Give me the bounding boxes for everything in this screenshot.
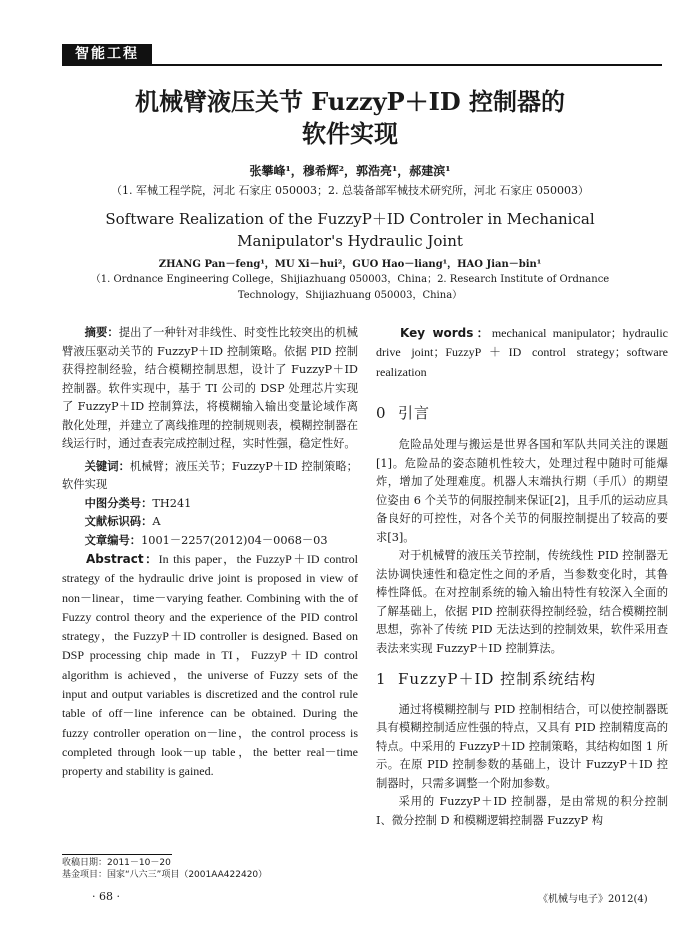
section-heading-intro	[376, 404, 668, 423]
clc-line	[62, 495, 358, 514]
keywords-cn-label: 关键词：	[84, 459, 130, 473]
clc-label: 中图分类号：	[84, 496, 153, 510]
abstract-cn	[62, 324, 358, 454]
section-heading-structure	[376, 670, 668, 689]
article-no-label: 文章编号：	[84, 533, 142, 547]
keywords-en-text: mechanical manipulator；hydraulic drive joint；FuzzyP＋ID control strategy；software realization	[376, 326, 668, 379]
abstract-en-label: Abstract：	[86, 552, 159, 566]
paragraph: 采用的 FuzzyP＋ID 控制器，是由常规的积分控制 I、微分控制 D 和模糊逻辑控制器 FuzzyP 构	[376, 795, 668, 827]
section-rule	[62, 64, 662, 66]
doc-code-value: A	[152, 515, 161, 528]
doc-code-label: 文献标识码：	[84, 515, 153, 528]
title-cn-line1: 机械臂液压关节 FuzzyP＋ID 控制器的	[134, 87, 566, 116]
section-tag: 智能工程	[62, 44, 152, 64]
keywords-en	[376, 324, 668, 382]
keywords-cn	[62, 458, 358, 495]
article-no-value: 1001－2257(2012)04－0068－03	[141, 533, 328, 547]
abstract-en	[62, 550, 358, 782]
authors-en: ZHANG Pan－feng¹，MU Xi－hui²，GUO Hao－liang¹，HAO Jian－bin¹	[158, 259, 542, 270]
article-no-line	[62, 532, 358, 551]
keywords-cn-text: 机械臂；液压关节；FuzzyP＋ID 控制策略；软件实现	[62, 459, 358, 491]
footnote-fund: 基金项目：国家“八六三”项目（2001AA422420）	[62, 870, 268, 880]
paragraph: 通过将模糊控制与 PID 控制相结合，可以使控制器既具有模糊控制适应性强的特点，又具有 PID 控制精度高的特点。中采用的 FuzzyP＋ID 控制策略，其结构如图 1 所示。在原 PID 控制参数的基础上，设计 FuzzyP＋ID 控制器时，只需多调整一个附加参数。	[376, 702, 668, 790]
paragraph: 对于机械臂的液压关节控制，传统线性 PID 控制器无法协调快速性和稳定性之间的矛盾，当参数变化时，其鲁棒性降低。在对控制系统的输入输出特性有较深入全面的了解基础上，依据 PID 控制获得控制经验，结合模糊控制思想，弥补了传统 PID 无法达到的控制效果，软件采用查表法来实现 FuzzyP＋ID 控制算法。	[376, 549, 668, 655]
page-number: · 68 ·	[92, 890, 120, 903]
title-en: Software Realization of the FuzzyP＋ID Controler in Mechanical Manipulator's Hydraulic Joint	[105, 210, 595, 250]
paragraph: 危险品处理与搬运是世界各国和军队共同关注的课题[1]。危险品的姿态随机性较大，处理过程中随时可能爆炸，增加了处理难度。机器人末端执行期（手爪）的期望位姿由 6 个关节的伺服控制来保证[2]，且手爪的运动应具备良好的可控性，对各个关节的伺服控制提出了较高的要求[3]。	[376, 438, 668, 544]
affiliations-en: （1. Ordnance Engineering College，Shijiazhuang 050003，China；2. Research Institute of Ordnance Technology，Shijiazhuang 050003，China）	[90, 274, 610, 301]
journal-footer: 《机械与电子》2012(4)	[538, 894, 648, 905]
affiliations-cn: （1. 军械工程学院，河北 石家庄 050003；2. 总装备部军械技术研究所，河北 石家庄 050003）	[111, 184, 589, 197]
keywords-en-label: Key words：	[400, 326, 492, 340]
footnote-rule	[62, 854, 172, 855]
left-column	[62, 324, 358, 782]
doc-code-line	[62, 513, 358, 532]
clc-value: TH241	[152, 496, 192, 510]
section-title: FuzzyP＋ID 控制系统结构	[398, 670, 597, 689]
abstract-cn-text: 提出了一种针对非线性、时变性比较突出的机械臂液压驱动关节的 FuzzyP＋ID 控制策略。依据 PID 控制获得控制经验，结合模糊控制思想，设计了 FuzzyP＋ID 控制器。软件实现中，基于 TI 公司的 DSP 处理芯片实现了 FuzzyP＋ID 控制算法，将模糊输入输出变量论域作离散化处理，并建立了离线推理的控制规则表，模糊控制器在线运行时，通过查表完成控制过程，实时性强，稳定性好。	[62, 326, 358, 450]
footnote-received: 收稿日期：2011－10－20	[62, 858, 171, 868]
abstract-cn-label: 摘要：	[84, 326, 119, 339]
section-number: 1	[376, 670, 387, 689]
section-number: 0	[376, 403, 387, 422]
abstract-en-text: In this paper，the FuzzyP＋ID control strategy of the hydraulic drive joint is proposed in view of non－linear，time－varying feather. Combining with the of Fuzzy control theory and the experience of the PID control strategy，the FuzzyP＋ID controller is designed. Based on DSP processing chip made in TI，FuzzyP＋ID control algorithm is achieved，the universe of Fuzzy sets of the input and output variables is discretized and the control rule table of off－line inference can be obtained. During the fuzzy controller operation on－line，the control process is completed through look－up table，the better real－time property and stability is gained.	[62, 552, 358, 779]
authors-cn: 张攀峰¹，穆希辉²，郭浩亮¹，郝建滨¹	[249, 164, 451, 178]
section-title: 引言	[398, 403, 431, 422]
title-cn-line2: 软件实现	[302, 119, 398, 148]
right-column	[376, 324, 668, 830]
